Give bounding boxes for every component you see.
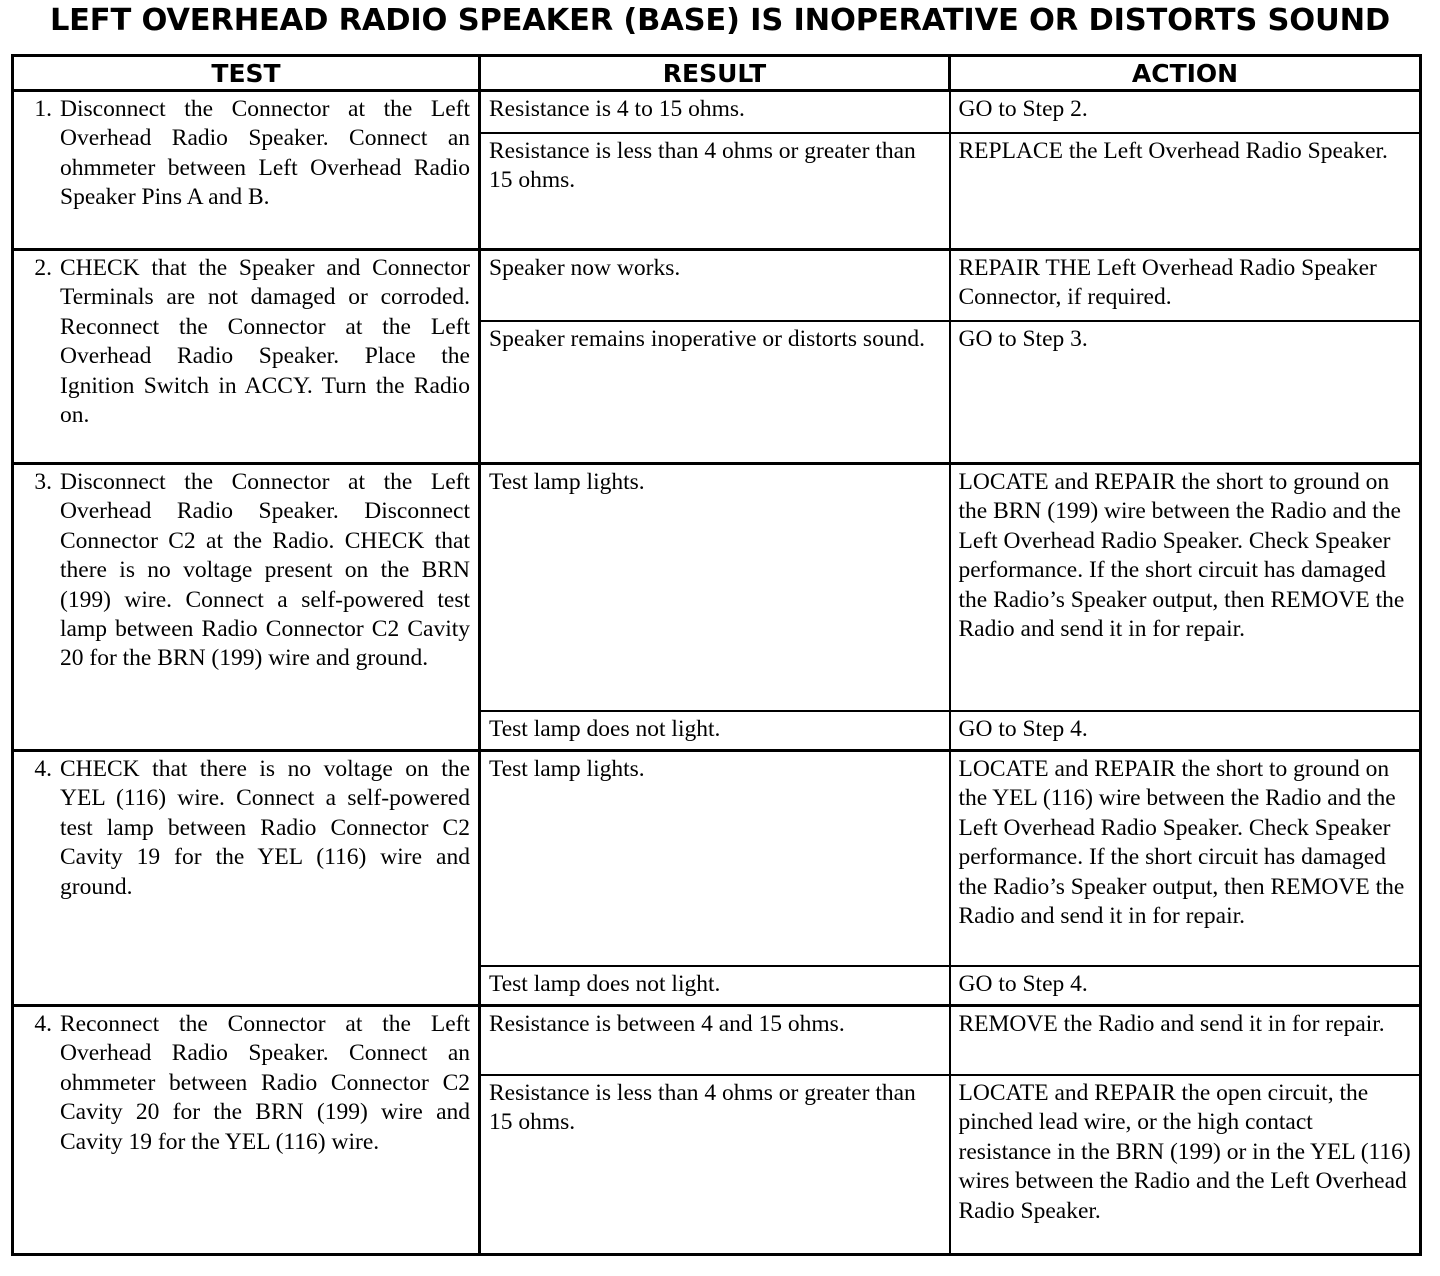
result-cell: Test lamp lights. bbox=[480, 751, 950, 967]
result-cell: Resistance is less than 4 ohms or greater than 15 ohms. bbox=[480, 1075, 950, 1255]
test-instruction: Disconnect the Connector at the Left Overhead Radio Speaker. Disconnect Connector C2 at the Radio. CHECK that there is no voltage present on the BRN (199) wire. Connect a self-powered test lamp between Radio Connector C2 Cavity 20 for the BRN (199) wire and ground. bbox=[60, 469, 470, 672]
action-cell: GO to Step 2. bbox=[950, 91, 1421, 134]
step-number: 3. bbox=[34, 469, 52, 495]
test-instruction: Reconnect the Connector at the Left Overhead Radio Speaker. Connect an ohmmeter between Radio Connector C2 Cavity 20 for the BRN (199) wire and Cavity 19 for the YEL (116) wire. bbox=[60, 1011, 470, 1155]
step-number: 4. bbox=[34, 756, 52, 782]
column-header-test: TEST bbox=[13, 56, 480, 91]
table-row bbox=[13, 464, 1421, 712]
table-row bbox=[13, 91, 1421, 134]
test-instruction: CHECK that there is no voltage on the YEL (116) wire. Connect a self-powered test lamp between Radio Connector C2 Cavity 19 for the YEL (116) wire and ground. bbox=[60, 756, 470, 900]
step-number: 2. bbox=[34, 255, 52, 281]
test-cell bbox=[13, 751, 480, 1006]
action-cell: REPAIR THE Left Overhead Radio Speaker Connector, if required. bbox=[950, 250, 1421, 322]
action-cell: GO to Step 4. bbox=[950, 711, 1421, 751]
diagnostic-table bbox=[11, 54, 1422, 1256]
action-cell: GO to Step 4. bbox=[950, 966, 1421, 1006]
table-row bbox=[13, 751, 1421, 967]
test-cell bbox=[13, 1006, 480, 1255]
test-instruction: CHECK that the Speaker and Connector Terminals are not damaged or corroded. Reconnect the Connector at the Left Overhead Radio Speaker. Place the Ignition Switch in ACCY. Turn the Radio on. bbox=[60, 255, 470, 429]
header-row bbox=[13, 56, 1421, 91]
result-cell: Test lamp lights. bbox=[480, 464, 950, 712]
result-cell: Speaker now works. bbox=[480, 250, 950, 322]
document-title: LEFT OVERHEAD RADIO SPEAKER (BASE) IS INOPERATIVE OR DISTORTS SOUND bbox=[49, 3, 1391, 38]
table-row bbox=[13, 250, 1421, 322]
column-header-action: ACTION bbox=[950, 56, 1421, 91]
step-number: 4. bbox=[34, 1011, 52, 1037]
action-cell: REMOVE the Radio and send it in for repair. bbox=[950, 1006, 1421, 1076]
result-cell: Speaker remains inoperative or distorts sound. bbox=[480, 321, 950, 464]
test-instruction: Disconnect the Connector at the Left Overhead Radio Speaker. Connect an ohmmeter between Left Overhead Radio Speaker Pins A and B. bbox=[60, 96, 470, 211]
result-cell: Resistance is between 4 and 15 ohms. bbox=[480, 1006, 950, 1076]
test-cell bbox=[13, 91, 480, 250]
step-number: 1. bbox=[34, 96, 52, 122]
result-cell: Resistance is less than 4 ohms or greater than 15 ohms. bbox=[480, 133, 950, 250]
action-cell: REPLACE the Left Overhead Radio Speaker. bbox=[950, 133, 1421, 250]
test-cell bbox=[13, 464, 480, 751]
test-cell bbox=[13, 250, 480, 464]
result-cell: Resistance is 4 to 15 ohms. bbox=[480, 91, 950, 134]
action-cell: LOCATE and REPAIR the short to ground on the YEL (116) wire between the Radio and the Left Overhead Radio Speaker. Check Speaker performance. If the short circuit has damaged the Radio’s Speaker output, then REMOVE the Radio and send it in for repair. bbox=[950, 751, 1421, 967]
action-cell: GO to Step 3. bbox=[950, 321, 1421, 464]
result-cell: Test lamp does not light. bbox=[480, 966, 950, 1006]
result-cell: Test lamp does not light. bbox=[480, 711, 950, 751]
table-row bbox=[13, 1006, 1421, 1076]
column-header-result: RESULT bbox=[480, 56, 950, 91]
action-cell: LOCATE and REPAIR the short to ground on the BRN (199) wire between the Radio and the Left Overhead Radio Speaker. Check Speaker performance. If the short circuit has damaged the Radio’s Speaker output, then REMOVE the Radio and send it in for repair. bbox=[950, 464, 1421, 712]
action-cell: LOCATE and REPAIR the open circuit, the pinched lead wire, or the high contact resistance in the BRN (199) or in the YEL (116) wires between the Radio and the Left Overhead Radio Speaker. bbox=[950, 1075, 1421, 1255]
